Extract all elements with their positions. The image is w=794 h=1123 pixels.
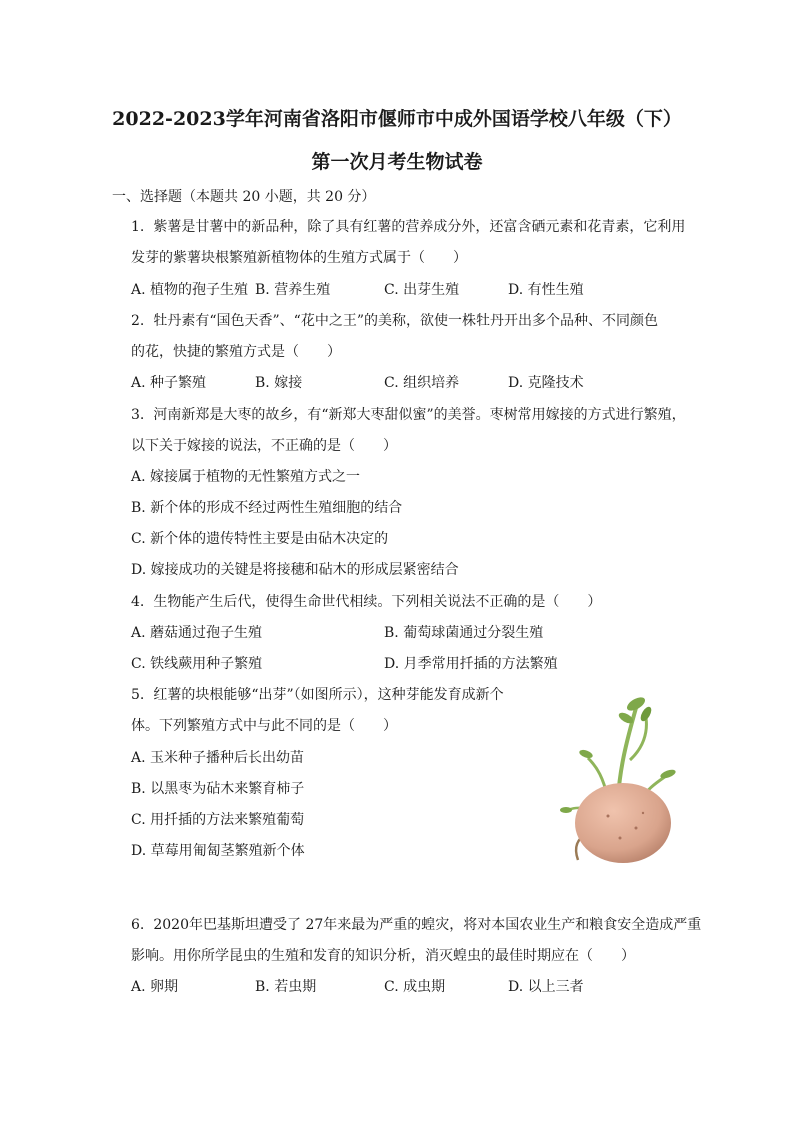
question-5-line1	[131, 685, 504, 705]
q4-option-d[interactable]: D. 月季常用扦插的方法繁殖	[384, 656, 558, 672]
page-title-line2: 第一次月考生物试卷	[311, 151, 483, 173]
question-number: 6.	[131, 917, 145, 933]
q5-option-a[interactable]: A. 玉米种子播种后长出幼苗	[131, 750, 305, 766]
question-text: 2020年巴基斯坦遭受了 27年来最为严重的蝗灾，将对本国农业生产和粮食安全造成严重	[153, 917, 702, 933]
q4-option-b[interactable]: B. 葡萄球菌通过分裂生殖	[384, 625, 544, 641]
question-6-line2: 影响。用你所学昆虫的生殖和发育的知识分析，消灭蝗虫的最佳时期应在（ ）	[131, 948, 635, 964]
question-number: 3.	[131, 407, 145, 423]
q6-option-c[interactable]: C. 成虫期	[384, 979, 446, 995]
q1-option-a[interactable]: A. 植物的孢子生殖	[131, 282, 249, 298]
question-text: 牡丹素有“国色天香”、“花中之王”的美称，欲使一株牡丹开出多个品种、不同颜色	[153, 313, 658, 329]
question-3-line2: 以下关于嫁接的说法，不正确的是（ ）	[131, 438, 397, 454]
question-3-line1	[131, 405, 686, 425]
q6-option-d[interactable]: D. 以上三者	[508, 979, 584, 995]
question-number: 1.	[131, 219, 145, 235]
question-1-line1	[131, 217, 685, 237]
q2-option-c[interactable]: C. 组织培养	[384, 375, 460, 391]
q2-option-d[interactable]: D. 克隆技术	[508, 375, 584, 391]
question-text: 河南新郑是大枣的故乡，有“新郑大枣甜似蜜”的美誉。枣树常用嫁接的方式进行繁殖，	[153, 407, 686, 423]
q3-option-b[interactable]: B. 新个体的形成不经过两性生殖细胞的结合	[131, 500, 403, 516]
question-6-line1	[131, 915, 701, 935]
q2-option-a[interactable]: A. 种子繁殖	[131, 375, 207, 391]
sprouting-sweet-potato-image	[548, 688, 688, 870]
q4-option-c[interactable]: C. 铁线蕨用种子繁殖	[131, 656, 263, 672]
question-text: 红薯的块根能够“出芽”（如图所示），这种芽能发育成新个	[153, 687, 504, 703]
q6-option-b[interactable]: B. 若虫期	[255, 979, 317, 995]
q3-option-c[interactable]: C. 新个体的遗传特性主要是由砧木决定的	[131, 531, 389, 547]
q6-option-a[interactable]: A. 卵期	[131, 979, 179, 995]
section-heading: 一、选择题（本题共 20 小题，共 20 分）	[112, 189, 376, 205]
q5-option-b[interactable]: B. 以黑枣为砧木来繁育柿子	[131, 781, 305, 797]
question-text: 生物能产生后代，使得生命世代相续。下列相关说法不正确的是（ ）	[153, 594, 602, 610]
q3-option-d[interactable]: D. 嫁接成功的关键是将接穗和砧木的形成层紧密结合	[131, 562, 459, 578]
q1-option-b[interactable]: B. 营养生殖	[255, 282, 331, 298]
question-4-line1	[131, 592, 601, 612]
question-number: 2.	[131, 313, 145, 329]
sweet-potato-drawing	[548, 688, 688, 870]
q1-option-c[interactable]: C. 出芽生殖	[384, 282, 460, 298]
question-5-line2: 体。下列繁殖方式中与此不同的是（ ）	[131, 718, 397, 734]
question-1-line2: 发芽的紫薯块根繁殖新植物体的生殖方式属于（ ）	[131, 250, 467, 266]
q4-option-a[interactable]: A. 蘑菇通过孢子生殖	[131, 625, 263, 641]
question-number: 4.	[131, 594, 145, 610]
question-2-line2: 的花，快捷的繁殖方式是（ ）	[131, 344, 341, 360]
q1-option-d[interactable]: D. 有性生殖	[508, 282, 584, 298]
q2-option-b[interactable]: B. 嫁接	[255, 375, 303, 391]
question-text: 紫薯是甘薯中的新品种，除了具有红薯的营养成分外，还富含硒元素和花青素，它利用	[153, 219, 686, 235]
page-title-line1: 2022-2023学年河南省洛阳市偃师市中成外国语学校八年级（下）	[112, 108, 682, 130]
question-2-line1	[131, 311, 658, 331]
question-number: 5.	[131, 687, 145, 703]
q3-option-a[interactable]: A. 嫁接属于植物的无性繁殖方式之一	[131, 469, 361, 485]
q5-option-c[interactable]: C. 用扦插的方法来繁殖葡萄	[131, 812, 305, 828]
q5-option-d[interactable]: D. 草莓用匍匐茎繁殖新个体	[131, 843, 305, 859]
